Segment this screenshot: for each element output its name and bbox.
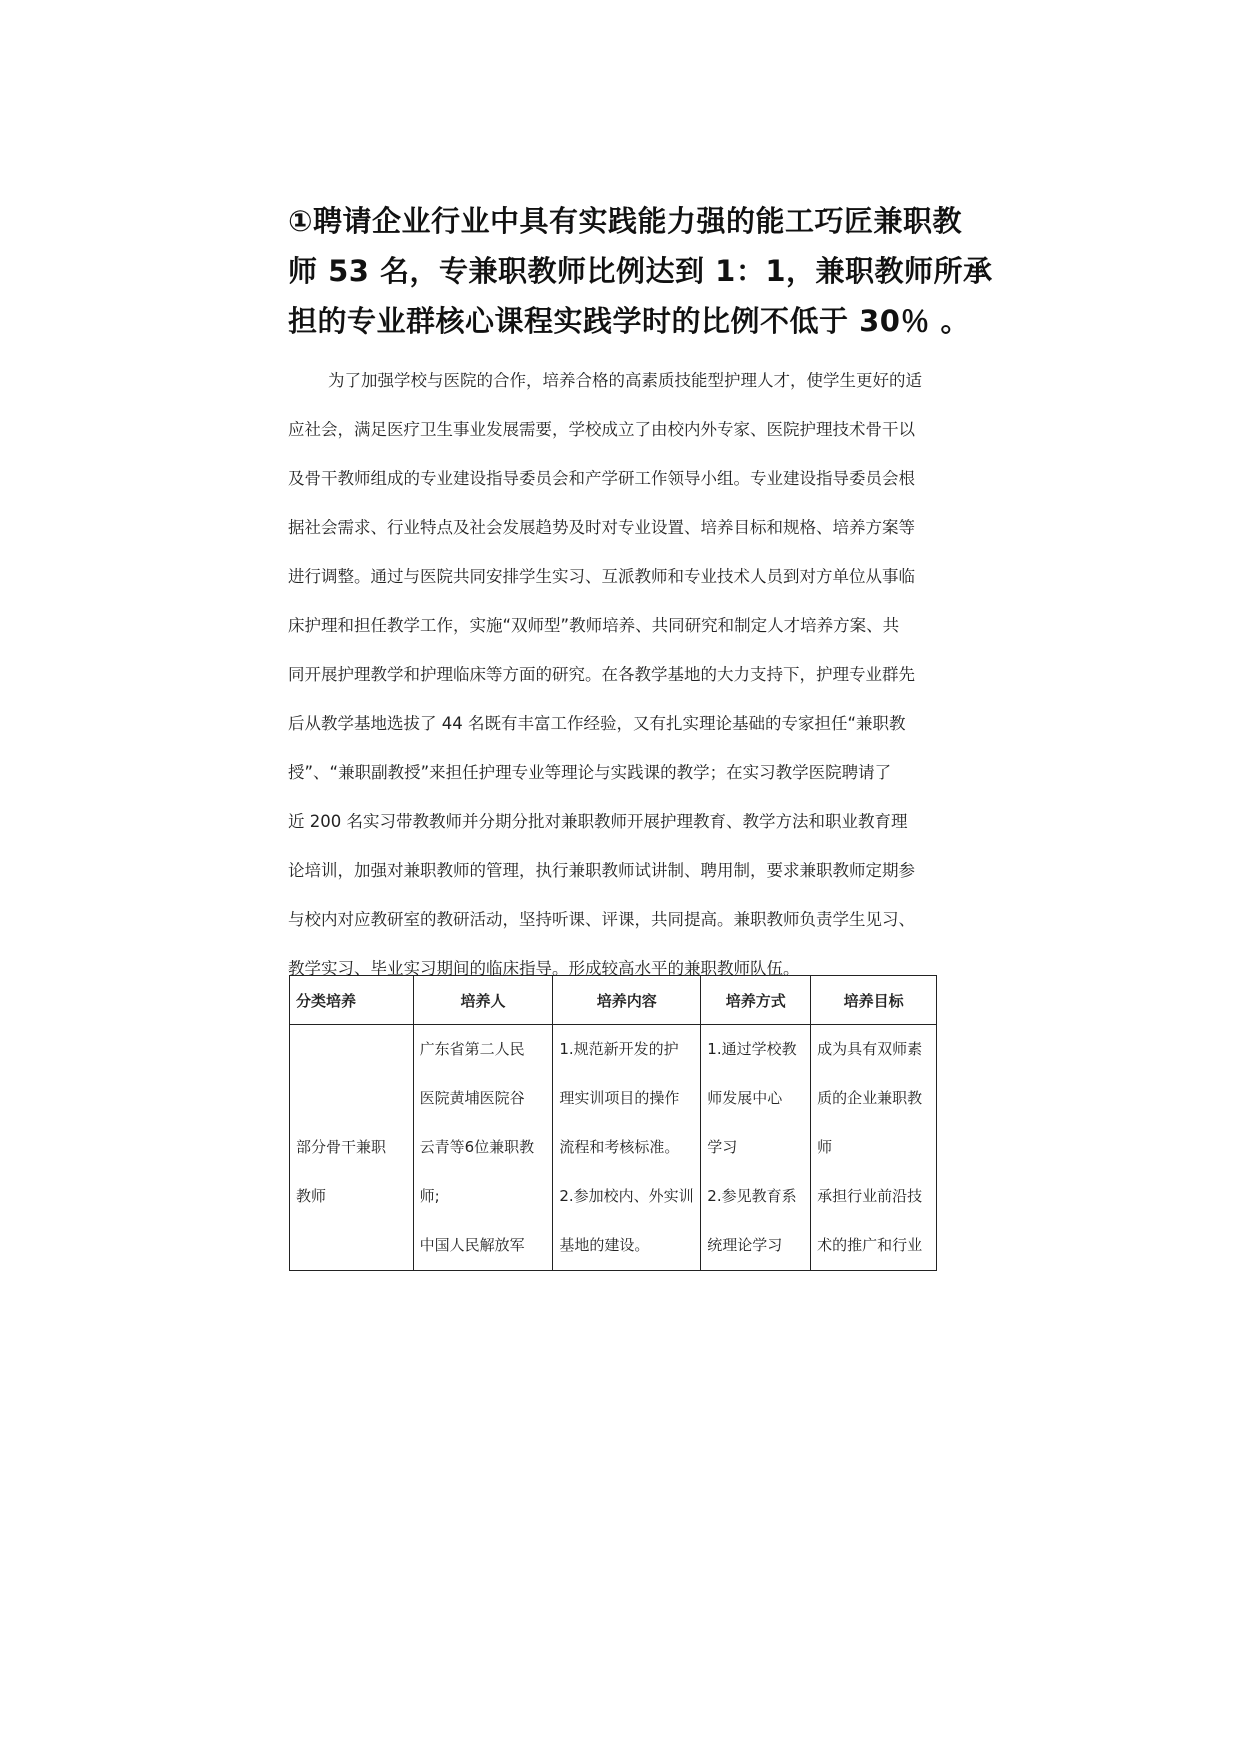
cell-line: 流程和考核标准。 [559, 1138, 680, 1156]
paragraph-line: 进行调整。通过与医院共同安排学生实习、互派教师和专业技术人员到对方单位从事临 [288, 567, 915, 586]
cell-method [701, 1025, 811, 1271]
paragraph-line: 授”、“兼职副教授”来担任护理专业等理论与实践课的教学；在实习教学医院聘请了 [288, 763, 892, 782]
table-header-row [290, 976, 937, 1025]
cell-line: 基地的建设。 [559, 1236, 650, 1254]
cell-line: 质的企业兼职教 [817, 1089, 923, 1107]
cell-line: 成为具有双师素 [817, 1040, 923, 1058]
cell-content [553, 1025, 701, 1271]
header-content: 培养内容 [553, 976, 701, 1025]
cell-line: 1.规范新开发的护 [559, 1040, 679, 1058]
header-goal: 培养目标 [811, 976, 937, 1025]
document-page [288, 196, 993, 993]
cell-trainer [413, 1025, 553, 1271]
paragraph-line: 据社会需求、行业特点及社会发展趋势及时对专业设置、培养目标和规格、培养方案等 [288, 518, 915, 537]
paragraph-line: 论培训，加强对兼职教师的管理，执行兼职教师试讲制、聘用制，要求兼职教师定期参 [288, 861, 915, 880]
cell-line: 广东省第二人民 [419, 1040, 525, 1058]
paragraph-line: 同开展护理教学和护理临床等方面的研究。在各教学基地的大力支持下，护理专业群先 [288, 665, 915, 684]
cell-line: 术的推广和行业 [817, 1236, 923, 1254]
paragraph-line: 教学实习、毕业实习期间的临床指导。形成较高水平的兼职教师队伍。 [288, 959, 800, 978]
cell-line: 学习 [707, 1138, 738, 1156]
paragraph-line: 应社会，满足医疗卫生事业发展需要，学校成立了由校内外专家、医院护理技术骨干以 [288, 420, 915, 439]
cell-line: 云青等6位兼职教 [419, 1138, 535, 1156]
paragraph-line: 与校内对应教研室的教研活动，坚持听课、评课，共同提高。兼职教师负责学生见习、 [288, 910, 915, 929]
header-method: 培养方式 [701, 976, 811, 1025]
cell-line: 统理论学习 [707, 1236, 783, 1254]
heading-line: ①聘请企业行业中具有实践能力强的能工巧匠兼职教 [288, 204, 963, 238]
cell-line: 承担行业前沿技 [817, 1187, 923, 1205]
body-paragraph [288, 356, 948, 993]
paragraph-line: 后从教学基地选拔了 44 名既有丰富工作经验，又有扎实理论基础的专家担任“兼职教 [288, 714, 906, 733]
cell-goal [811, 1025, 937, 1271]
cell-line: 部分骨干兼职 [296, 1138, 387, 1156]
cell-line: 1.通过学校教 [707, 1040, 797, 1058]
cell-line: 中国人民解放军 [419, 1236, 525, 1254]
heading-line: 担的专业群核心课程实践学时的比例不低于 30％ 。 [288, 304, 971, 338]
header-category: 分类培养 [290, 976, 414, 1025]
paragraph-line: 及骨干教师组成的专业建设指导委员会和产学研工作领导小组。专业建设指导委员会根 [288, 469, 915, 488]
cell-line: 医院黄埔医院谷 [419, 1089, 525, 1107]
section-heading [288, 196, 993, 346]
cell-line: 师; [419, 1187, 440, 1205]
heading-line: 师 53 名，专兼职教师比例达到 1：1，兼职教师所承 [288, 254, 993, 288]
paragraph-line: 近 200 名实习带教教师并分期分批对兼职教师开展护理教育、教学方法和职业教育理 [288, 812, 908, 831]
cell-line: 2.参见教育系 [707, 1187, 797, 1205]
paragraph-line: 为了加强学校与医院的合作，培养合格的高素质技能型护理人才，使学生更好的适 [328, 371, 922, 390]
training-table [289, 975, 937, 1271]
cell-line: 2.参加校内、外实训 [559, 1187, 694, 1205]
cell-line: 师 [817, 1138, 833, 1156]
paragraph-line: 床护理和担任教学工作，实施“双师型”教师培养、共同研究和制定人才培养方案、共 [288, 616, 900, 635]
header-trainer: 培养人 [413, 976, 553, 1025]
cell-category [290, 1025, 414, 1271]
cell-line: 师发展中心 [707, 1089, 783, 1107]
cell-line: 理实训项目的操作 [559, 1089, 680, 1107]
table-row [290, 1025, 937, 1271]
cell-line: 教师 [296, 1187, 327, 1205]
